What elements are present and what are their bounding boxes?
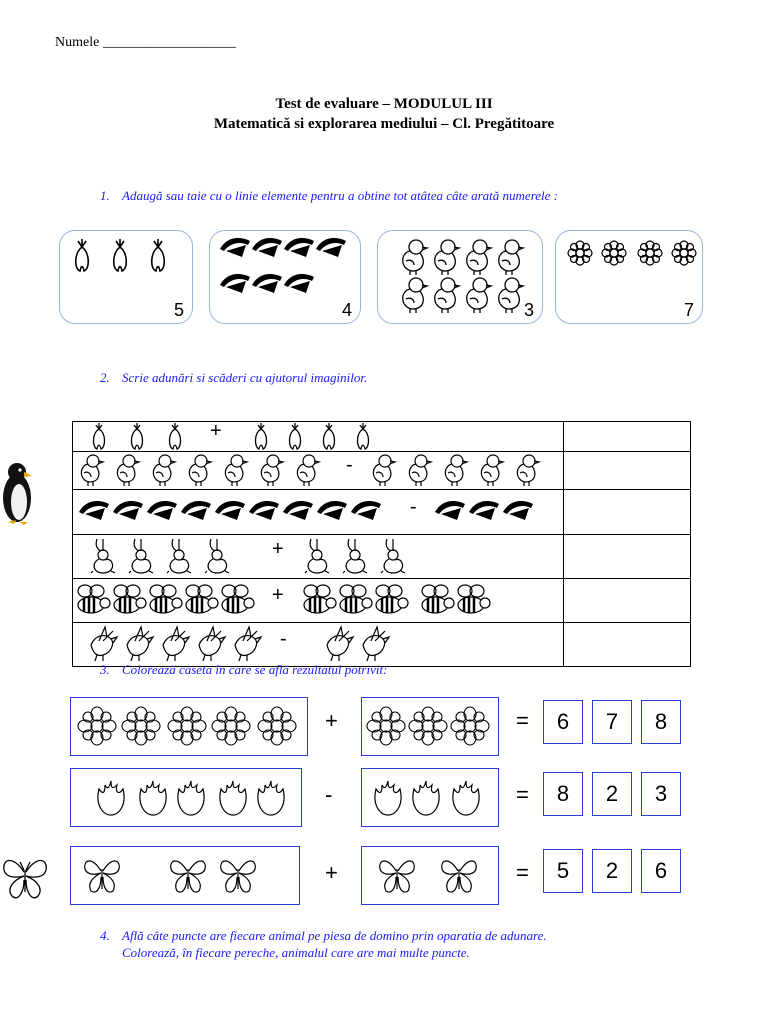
ex2-operator: - bbox=[346, 454, 353, 476]
count-card-2 bbox=[209, 230, 361, 324]
bird-icon bbox=[73, 623, 563, 666]
ex2-operator: + bbox=[210, 420, 222, 442]
exercise-4-instruction bbox=[100, 928, 547, 944]
answer-box[interactable]: 2 bbox=[592, 772, 632, 816]
swallow-icon bbox=[210, 231, 360, 323]
ex3-operator: + bbox=[325, 708, 338, 733]
butterfly-icon bbox=[71, 847, 299, 904]
ex2-row-6-images bbox=[73, 623, 564, 667]
rabbit-icon bbox=[73, 535, 563, 578]
answer-box[interactable]: 8 bbox=[543, 772, 583, 816]
flower-icon bbox=[556, 231, 702, 323]
addition-subtraction-table bbox=[72, 421, 691, 667]
answer-box[interactable]: 8 bbox=[641, 700, 681, 744]
count-card-1 bbox=[59, 230, 193, 324]
butterfly-icon bbox=[362, 847, 498, 904]
ex3-left-group-1 bbox=[70, 697, 308, 756]
ex2-answer-cell[interactable] bbox=[564, 490, 691, 535]
ex3-equals: = bbox=[516, 782, 529, 807]
ex2-row-2-images bbox=[73, 452, 564, 490]
exercise-2-number: 2. bbox=[100, 370, 110, 385]
ex2-operator: - bbox=[280, 628, 287, 650]
penguin-icon bbox=[0, 460, 36, 526]
flower-icon bbox=[71, 698, 307, 755]
answer-box[interactable]: 5 bbox=[543, 849, 583, 893]
ex3-right-group-3 bbox=[361, 846, 499, 905]
ex2-answer-cell[interactable] bbox=[564, 452, 691, 490]
test-subtitle: Matematică si explorarea mediului – Cl. Pregătitoare bbox=[213, 116, 555, 132]
exercise-1-number: 1. bbox=[100, 188, 110, 203]
ex3-equals: = bbox=[516, 860, 529, 885]
target-number: 4 bbox=[341, 300, 352, 320]
answer-box[interactable]: 6 bbox=[641, 849, 681, 893]
ex2-row-4-images bbox=[73, 535, 564, 579]
test-title: Test de evaluare – MODULUL III bbox=[275, 96, 493, 112]
ex3-left-group-3 bbox=[70, 846, 300, 905]
ex2-answer-cell[interactable] bbox=[564, 623, 691, 667]
answer-box[interactable]: 2 bbox=[592, 849, 632, 893]
tulip-bud-icon bbox=[60, 231, 192, 323]
ex2-answer-cell[interactable] bbox=[564, 422, 691, 452]
tulip-bud-icon bbox=[73, 422, 563, 451]
ex3-right-group-2 bbox=[361, 768, 499, 827]
ex2-row-1-images bbox=[73, 422, 564, 452]
answer-box[interactable]: 7 bbox=[592, 700, 632, 744]
target-number: 3 bbox=[523, 300, 534, 320]
ex3-right-group-1 bbox=[361, 697, 499, 756]
exercise-3-text: Colorează caseta în care se află rezultatul potrivit: bbox=[122, 662, 388, 677]
butterfly-icon bbox=[0, 852, 50, 904]
tulip-icon bbox=[362, 769, 498, 826]
count-card-4 bbox=[555, 230, 703, 324]
answer-box[interactable]: 6 bbox=[543, 700, 583, 744]
ex3-operator: + bbox=[325, 860, 338, 885]
name-field-label: Numele ___________________ bbox=[55, 35, 236, 50]
answer-box[interactable]: 3 bbox=[641, 772, 681, 816]
exercise-3-instruction bbox=[100, 662, 387, 678]
chick-icon bbox=[378, 231, 542, 323]
ex2-answer-cell[interactable] bbox=[564, 535, 691, 579]
exercise-1-instruction bbox=[100, 188, 558, 204]
exercise-1-text: Adaugă sau taie cu o linie elemente pentru a obtine tot atâtea câte arată numerele : bbox=[122, 188, 559, 203]
tulip-icon bbox=[71, 769, 301, 826]
ex3-operator: - bbox=[325, 782, 333, 807]
ex2-answer-cell[interactable] bbox=[564, 579, 691, 623]
target-number: 5 bbox=[173, 300, 184, 320]
exercise-2-text: Scrie adunări si scăderi cu ajutorul imaginilor. bbox=[122, 370, 368, 385]
ex2-operator: + bbox=[272, 584, 284, 606]
ex2-row-3-images bbox=[73, 490, 564, 535]
bee-icon bbox=[73, 579, 563, 622]
exercise-4-text-line1: Află câte puncte are fiecare animal pe piesa de domino prin oparatia de adunare. bbox=[122, 928, 547, 943]
ex2-row-5-images bbox=[73, 579, 564, 623]
flower-icon bbox=[362, 698, 498, 755]
ex3-equals: = bbox=[516, 708, 529, 733]
target-number: 7 bbox=[683, 300, 694, 320]
ex2-operator: + bbox=[272, 538, 284, 560]
exercise-4-number: 4. bbox=[100, 928, 110, 943]
exercise-4-text-line2: Colorează, în fiecare pereche, animalul care are mai multe puncte. bbox=[122, 945, 470, 960]
exercise-3-number: 3. bbox=[100, 662, 110, 677]
ex3-left-group-2 bbox=[70, 768, 302, 827]
chick-icon bbox=[73, 452, 563, 489]
count-card-3 bbox=[377, 230, 543, 324]
swallow-icon bbox=[73, 490, 563, 534]
ex2-operator: - bbox=[410, 496, 417, 518]
exercise-2-instruction bbox=[100, 370, 367, 386]
